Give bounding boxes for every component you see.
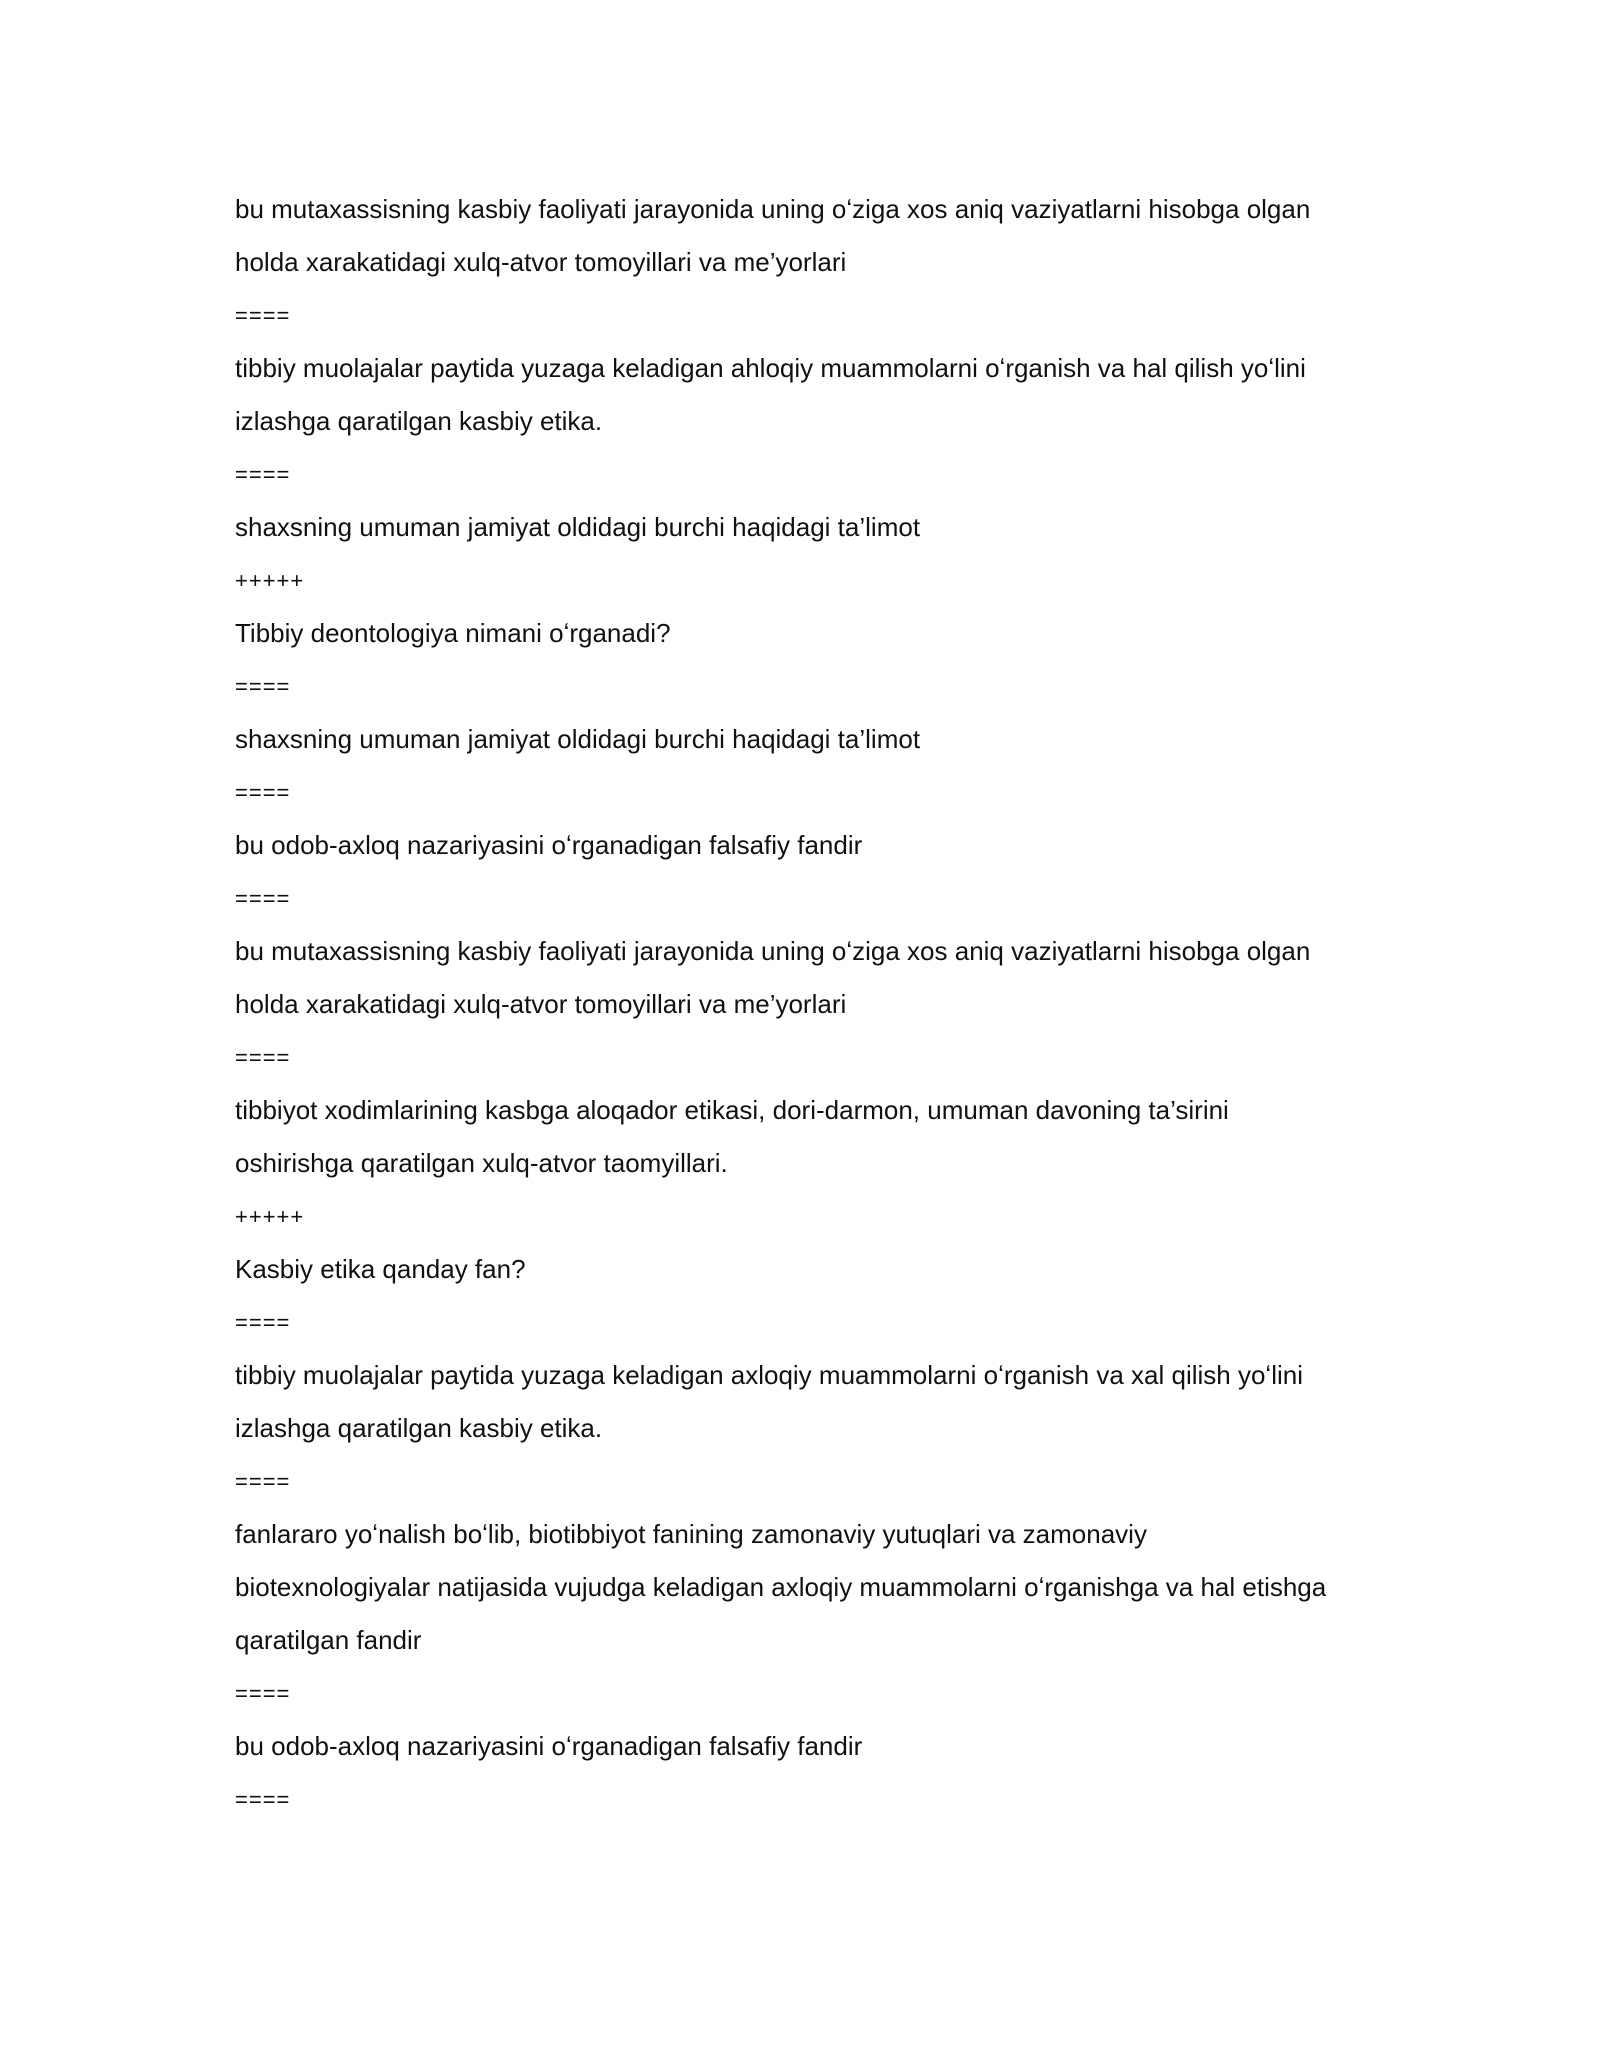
separator-line: ==== bbox=[235, 303, 291, 328]
separator-line: ==== bbox=[235, 674, 291, 699]
text-line: izlashga qaratilgan kasbiy etika. bbox=[235, 406, 603, 436]
text-line: oshirishga qaratilgan xulq-atvor taomyillari. bbox=[235, 1148, 728, 1178]
text-line: tibbiy muolajalar paytida yuzaga keladigan ahloqiy muammolarni oʻrganish va hal qilish yoʻlini bbox=[235, 353, 1306, 383]
question-line: Tibbiy deontologiya nimani oʻrganadi? bbox=[235, 618, 671, 648]
text-line: bu mutaxassisning kasbiy faoliyati jarayonida uning oʻziga xos aniq vaziyatlarni hisobga olgan bbox=[235, 936, 1311, 966]
separator-line: ==== bbox=[235, 886, 291, 911]
separator-line: ==== bbox=[235, 1469, 291, 1494]
question-separator-line: +++++ bbox=[235, 568, 305, 593]
separator-line: ==== bbox=[235, 462, 291, 487]
text-line: holda xarakatidagi xulq-atvor tomoyillari va me’yorlari bbox=[235, 247, 847, 277]
question-line: Kasbiy etika qanday fan? bbox=[235, 1254, 526, 1284]
text-line: fanlararo yoʻnalish boʻlib, biotibbiyot fanining zamonaviy yutuqlari va zamonaviy bbox=[235, 1519, 1147, 1549]
text-line: shaxsning umuman jamiyat oldidagi burchi haqidagi ta’limot bbox=[235, 512, 921, 542]
text-line: qaratilgan fandir bbox=[235, 1625, 422, 1655]
document-body bbox=[235, 183, 1395, 1826]
separator-line: ==== bbox=[235, 780, 291, 805]
text-line: tibbiyot xodimlarining kasbga aloqador etikasi, dori-darmon, umuman davoning ta’sirini bbox=[235, 1095, 1229, 1125]
separator-line: ==== bbox=[235, 1787, 291, 1812]
separator-line: ==== bbox=[235, 1310, 291, 1335]
text-line: izlashga qaratilgan kasbiy etika. bbox=[235, 1413, 603, 1443]
text-line: tibbiy muolajalar paytida yuzaga keladigan axloqiy muammolarni oʻrganish va xal qilish yoʻlini bbox=[235, 1360, 1303, 1390]
text-line: holda xarakatidagi xulq-atvor tomoyillari va me’yorlari bbox=[235, 989, 847, 1019]
separator-line: ==== bbox=[235, 1681, 291, 1706]
text-line: bu mutaxassisning kasbiy faoliyati jarayonida uning oʻziga xos aniq vaziyatlarni hisobga olgan bbox=[235, 194, 1311, 224]
text-line: bu odob-axloq nazariyasini oʻrganadigan falsafiy fandir bbox=[235, 1731, 863, 1761]
text-line: biotexnologiyalar natijasida vujudga keladigan axloqiy muammolarni oʻrganishga va hal etishga bbox=[235, 1572, 1327, 1602]
separator-line: ==== bbox=[235, 1045, 291, 1070]
text-line: bu odob-axloq nazariyasini oʻrganadigan falsafiy fandir bbox=[235, 830, 863, 860]
question-separator-line: +++++ bbox=[235, 1204, 305, 1229]
text-line: shaxsning umuman jamiyat oldidagi burchi haqidagi ta’limot bbox=[235, 724, 921, 754]
